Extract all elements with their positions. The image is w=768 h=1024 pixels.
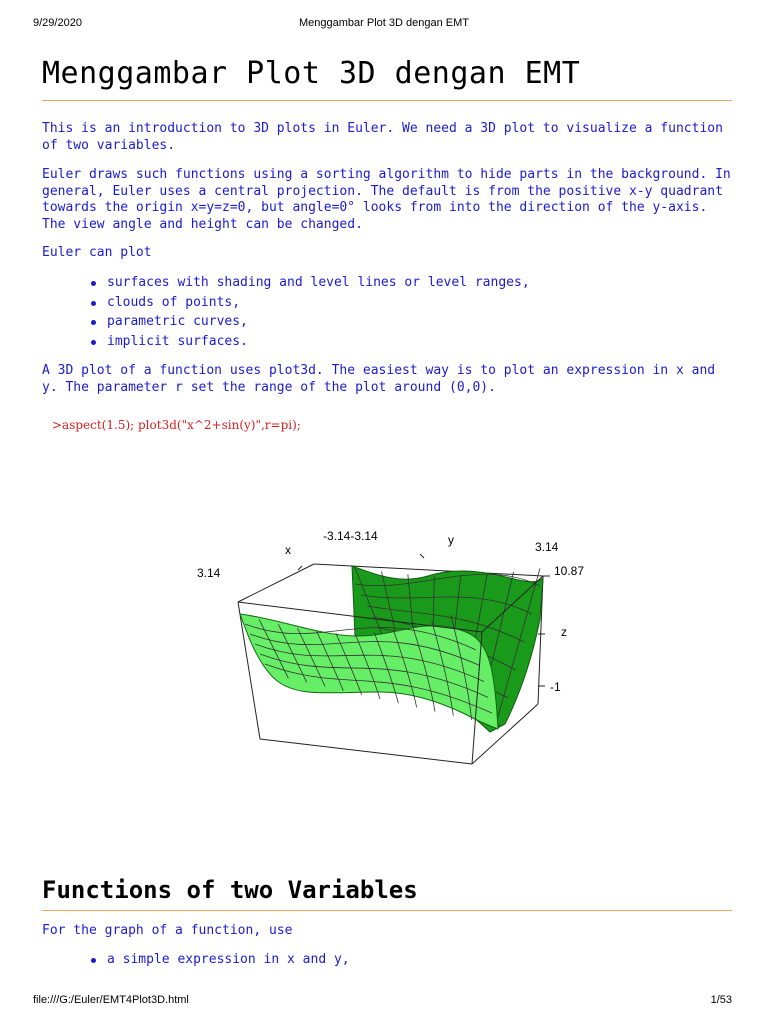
y-axis-label: y [448, 533, 454, 547]
graph-paragraph: For the graph of a function, use [42, 923, 293, 938]
plot3d-paragraph: A 3D plot of a function uses plot3d. The easiest way is to plot an expression in x and y. The parameter r set the range of the plot around (0,0). [42, 363, 716, 395]
sorting-paragraph: Euler draws such functions using a sorting algorithm to hide parts in the background. In general, Euler uses a central projection. The default is from the positive x-y quadrant towards the origin x=y=z=0, but angle=0° looks from into the direction of the y-axis. The view angle and height can be changed. [42, 167, 731, 232]
section-title: Functions of two Variables [42, 876, 418, 904]
plot-surface [240, 566, 543, 732]
plot3d-figure [190, 524, 585, 779]
box-edge [314, 564, 543, 576]
print-page-number: 1/53 [710, 994, 732, 1006]
print-title: Menggambar Plot 3D dengan EMT [299, 17, 469, 29]
y-tick-label: 3.14 [535, 540, 559, 554]
box-edge [238, 564, 314, 602]
x-axis-label: x [285, 543, 291, 557]
list-item: clouds of points, [88, 293, 530, 313]
intro-paragraph: This is an introduction to 3D plots in Euler. We need a 3D plot to visualize a function of two variables. [42, 121, 723, 153]
can-plot-paragraph: Euler can plot [42, 245, 152, 260]
page-title: Menggambar Plot 3D dengan EMT [42, 56, 581, 91]
print-path: file:///G:/Euler/EMT4Plot3D.html [33, 994, 189, 1006]
box-edge [260, 739, 472, 764]
list-item: implicit surfaces. [88, 332, 530, 352]
list-item: surfaces with shading and level lines or level ranges, [88, 273, 530, 293]
print-date: 9/29/2020 [33, 17, 82, 29]
function-uses-list [88, 950, 350, 970]
axis-tick [420, 554, 424, 558]
plot3d-svg [190, 524, 585, 779]
command-line[interactable]: >aspect(1.5); plot3d("x^2+sin(y)",r=pi); [52, 418, 301, 432]
x-tick-label: 3.14 [197, 566, 221, 580]
z-axis-label: z [561, 625, 567, 639]
corner-tick-labels: -3.14-3.14 [323, 529, 378, 543]
capabilities-list [88, 273, 530, 351]
print-footer [0, 994, 768, 1008]
title-rule [42, 100, 732, 101]
section-rule [42, 910, 732, 911]
list-item: a simple expression in x and y, [88, 950, 350, 970]
list-item: parametric curves, [88, 312, 530, 332]
axis-tick [298, 566, 302, 570]
z-max-label: 10.87 [554, 564, 585, 578]
z-min-label: -1 [550, 680, 561, 694]
print-header [0, 17, 768, 31]
